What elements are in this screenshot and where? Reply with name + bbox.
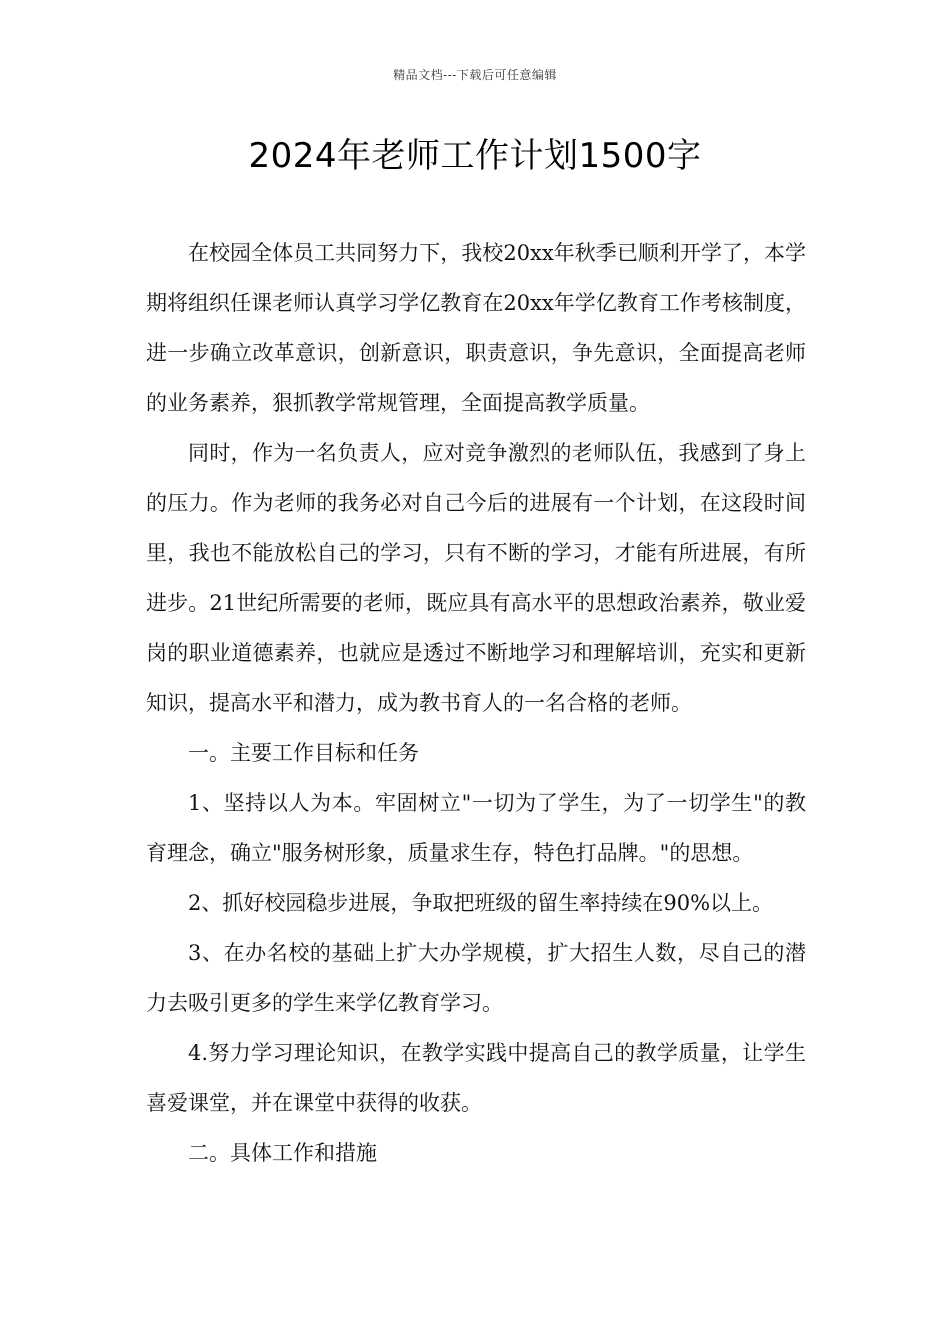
section-heading-measures: 二。具体工作和措施 [188,1141,377,1165]
list-item-goal-3: 3、在办名校的基础上扩大办学规模，扩大招生人数，尽自己的潜力去吸引更多的学生来学亿教育学习。 [146,941,806,1015]
list-item-goal-1: 1、坚持以人为本。牢固树立"一切为了学生，为了一切学生"的教育理念，确立"服务树形象，质量求生存，特色打品牌。"的思想。 [146,791,806,865]
document-body [146,228,806,1178]
section-heading-goals: 一。主要工作目标和任务 [188,741,419,765]
header-note: 精品文档---下载后可任意编辑 [393,68,557,82]
list-item-goal-4: 4.努力学习理论知识，在教学实践中提高自己的教学质量，让学生喜爱课堂，并在课堂中获得的收获。 [146,1041,806,1115]
paragraph-pressure: 同时，作为一名负责人，应对竞争激烈的老师队伍，我感到了身上的压力。作为老师的我务必对自己今后的进展有一个计划，在这段时间里，我也不能放松自己的学习，只有不断的学习，才能有所进展，有所进步。21世纪所需要的老师，既应具有高水平的思想政治素养，敬业爱岗的职业道德素养，也就应是透过不断地学习和理解培训，充实和更新知识，提高水平和潜力，成为教书育人的一名合格的老师。 [146,441,806,715]
paragraph-intro: 在校园全体员工共同努力下，我校20xx年秋季已顺利开学了，本学期将组织任课老师认真学习学亿教育在20xx年学亿教育工作考核制度，进一步确立改革意识，创新意识，职责意识，争先意识，全面提高老师的业务素养，狠抓教学常规管理，全面提高教学质量。 [146,241,806,415]
list-item-goal-2: 2、抓好校园稳步进展，争取把班级的留生率持续在90%以上。 [188,891,774,915]
document-title: 2024年老师工作计划1500字 [248,136,702,176]
